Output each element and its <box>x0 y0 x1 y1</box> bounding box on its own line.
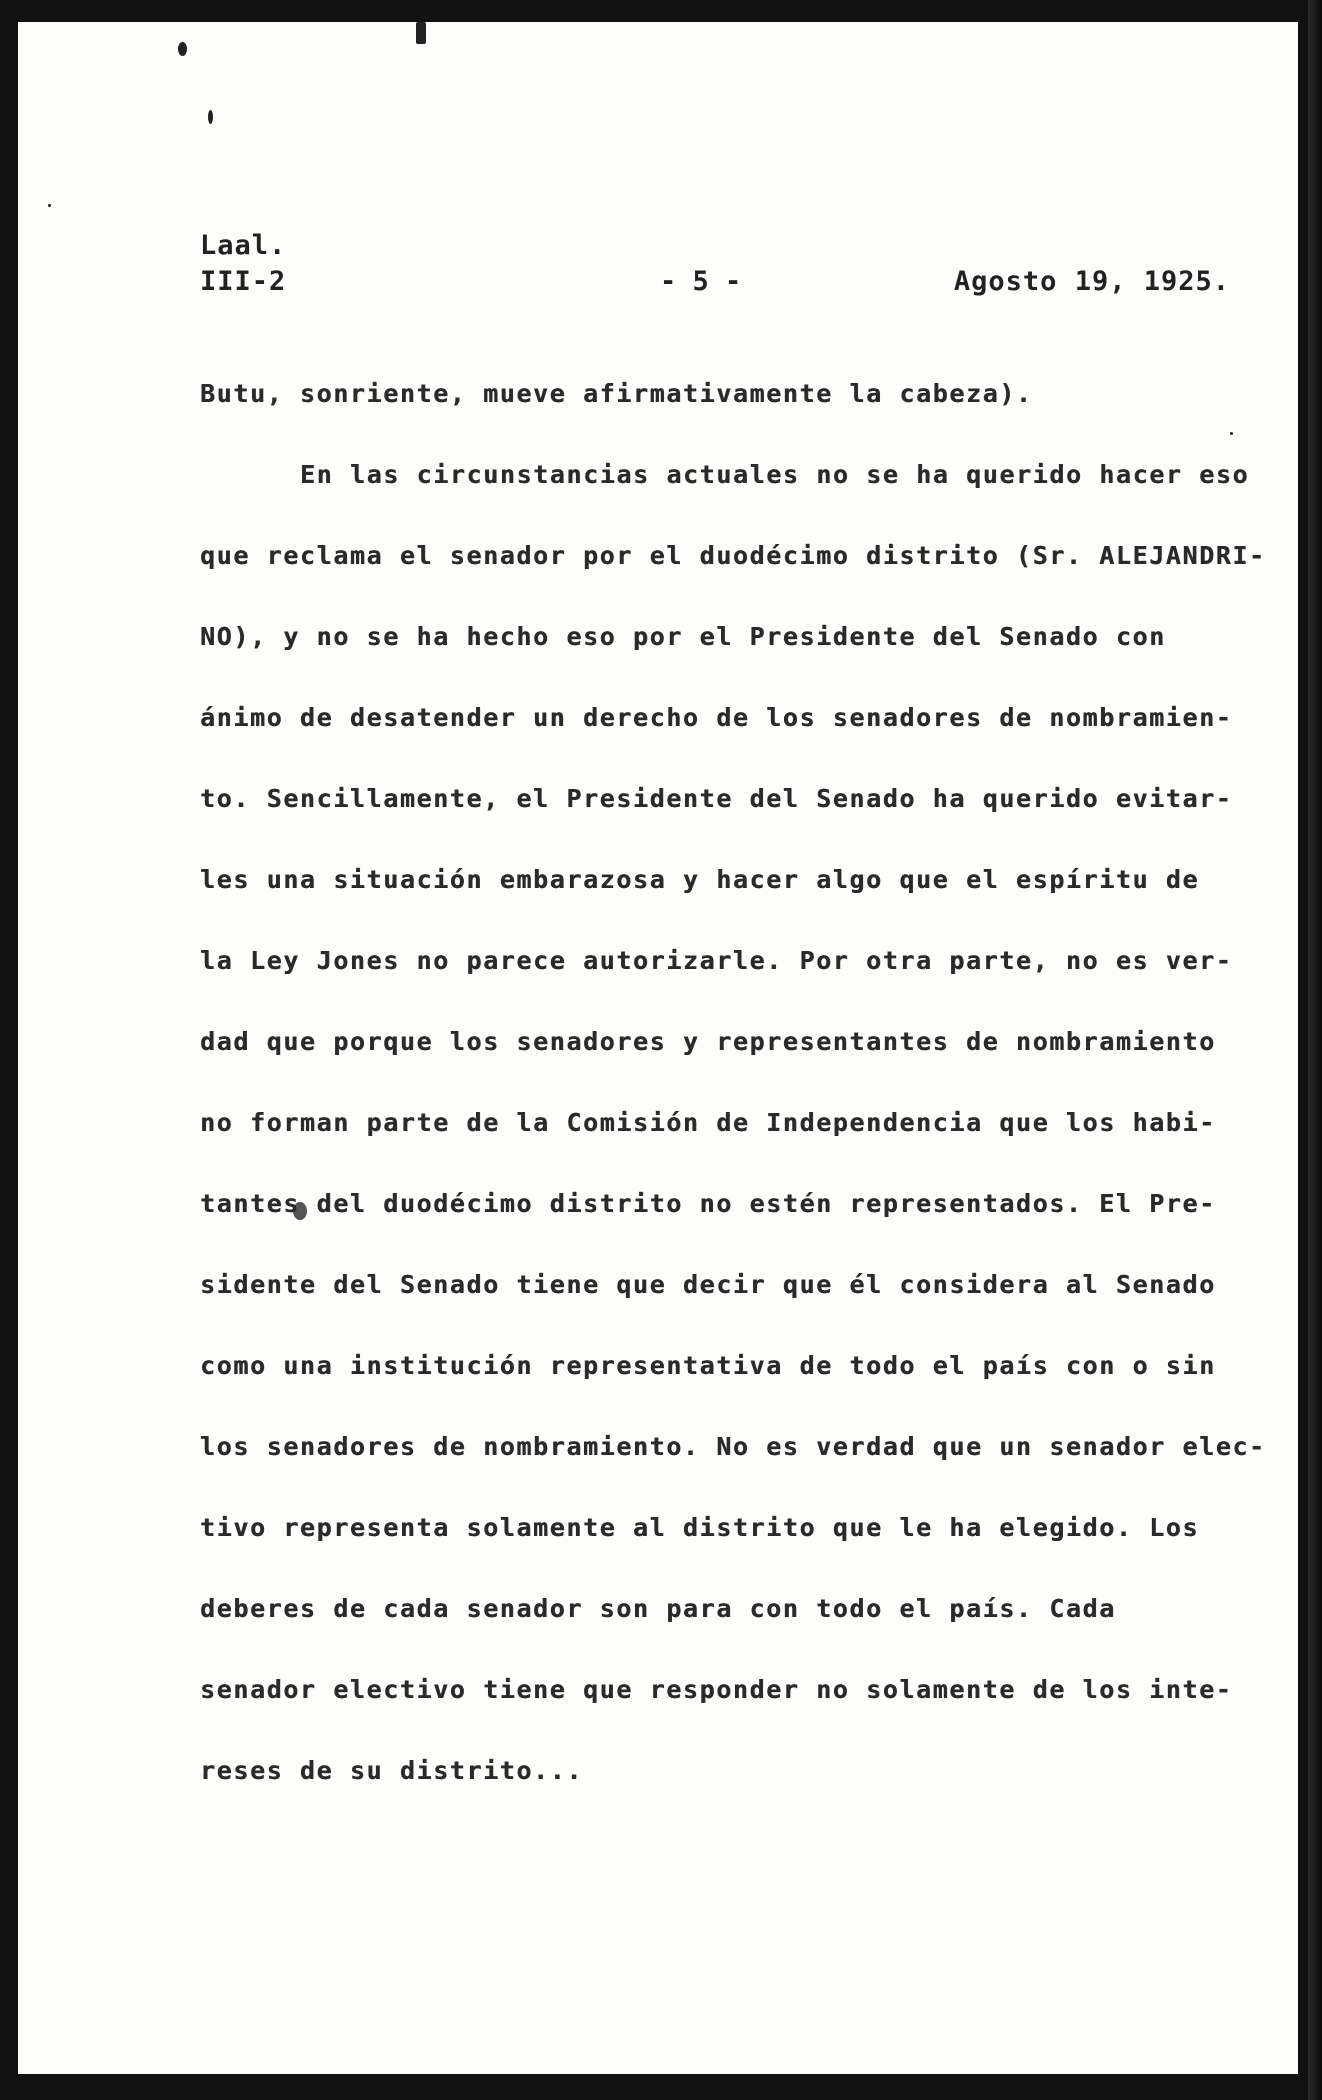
typist-initials <box>200 228 286 300</box>
text-line: no forman parte de la Comisión de Independencia que los habi- <box>200 1108 1216 1137</box>
text-line: la Ley Jones no parece autorizarle. Por otra parte, no es ver- <box>200 946 1233 975</box>
text-line: deberes de cada senador son para con todo el país. Cada <box>200 1594 1116 1623</box>
text-line: los senadores de nombramiento. No es verdad que un senador elec- <box>200 1432 1266 1461</box>
ink-speck <box>208 110 213 124</box>
text-line: les una situación embarazosa y hacer algo que el espíritu de <box>200 865 1200 894</box>
text-line: Butu, sonriente, mueve afirmativamente la cabeza). <box>200 379 1033 408</box>
page-header <box>200 228 1230 308</box>
ink-speck <box>416 22 426 44</box>
document-date: Agosto 19, 1925. <box>953 266 1230 297</box>
initials-line-1: Laal. <box>200 230 287 261</box>
text-line: reses de su distrito... <box>200 1756 583 1785</box>
document-body <box>200 372 1266 1830</box>
page-number: - 5 - <box>660 266 742 297</box>
ink-speck <box>178 42 187 56</box>
text-line: sidente del Senado tiene que decir que él considera al Senado <box>200 1270 1216 1299</box>
text-line: como una institución representativa de todo el país con o sin <box>200 1351 1216 1380</box>
text-line: NO), y no se ha hecho eso por el Presidente del Senado con <box>200 622 1166 651</box>
text-line: tantes del duodécimo distrito no estén representados. El Pre- <box>200 1189 1216 1218</box>
ink-speck <box>48 204 51 207</box>
text-line: dad que porque los senadores y representantes de nombramiento <box>200 1027 1216 1056</box>
text-line: tivo representa solamente al distrito que le ha elegido. Los <box>200 1513 1200 1542</box>
text-line: ánimo de desatender un derecho de los senadores de nombramien- <box>200 703 1233 732</box>
scan-edge <box>1308 0 1322 2100</box>
text-line: senador electivo tiene que responder no solamente de los inte- <box>200 1675 1233 1704</box>
text-line: En las circunstancias actuales no se ha querido hacer eso <box>300 460 1250 489</box>
text-line: que reclama el senador por el duodécimo distrito (Sr. ALEJANDRI- <box>200 541 1266 570</box>
text-line: to. Sencillamente, el Presidente del Senado ha querido evitar- <box>200 784 1233 813</box>
initials-line-2: III-2 <box>200 266 287 297</box>
